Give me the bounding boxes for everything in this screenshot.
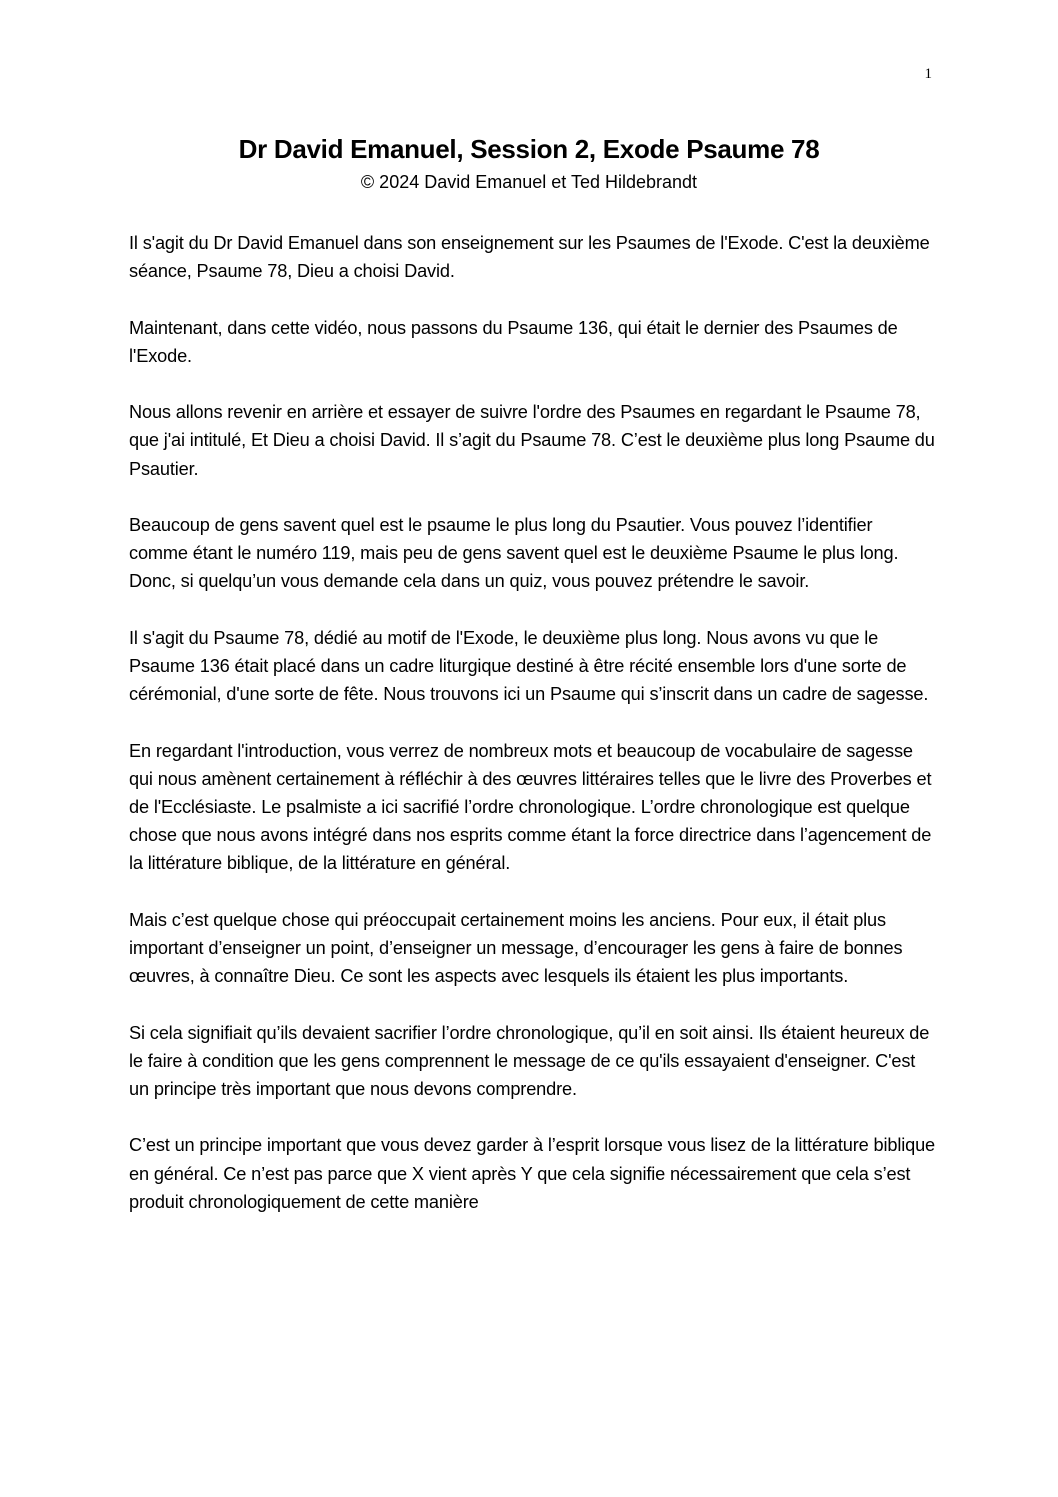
paragraph-1: Il s'agit du Dr David Emanuel dans son enseignement sur les Psaumes de l'Exode. C'est la deuxième séance, Psaume 78, Dieu a choisi David.	[129, 233, 930, 282]
paragraph-3: Nous allons revenir en arrière et essayer de suivre l'ordre des Psaumes en regardant le Psaume 78, que j'ai intitulé, Et Dieu a choisi David. Il s’agit du Psaume 78. C’est le deuxième plus long Psaume du Psautier.	[129, 402, 935, 479]
paragraph-8: Si cela signifiait qu’ils devaient sacrifier l’ordre chronologique, qu’il en soit ainsi. Ils étaient heureux de le faire à condition que les gens comprennent le message de ce qu'ils essayaient d'enseigner. C'est un principe très important que nous devons comprendre.	[129, 1022, 930, 1099]
document-subtitle: © 2024 David Emanuel et Ted Hildebrandt	[360, 172, 698, 192]
paragraph-2: Maintenant, dans cette vidéo, nous passons du Psaume 136, qui était le dernier des Psaumes de l'Exode.	[129, 317, 898, 366]
document-body	[129, 229, 935, 1244]
paragraph-5: Il s'agit du Psaume 78, dédié au motif de l'Exode, le deuxième plus long. Nous avons vu que le Psaume 136 était placé dans un cadre liturgique destiné à être récité ensemble lors d'une sorte de cérémonial, d'une sorte de fête. Nous trouvons ici un Psaume qui s’inscrit dans un cadre de sagesse.	[129, 627, 929, 705]
paragraph-4: Beaucoup de gens savent quel est le psaume le plus long du Psautier. Vous pouvez l’identifier comme étant le numéro 119, mais peu de gens savent quel est le deuxième Psaume le plus long. Donc, si quelqu’un vous demande cela dans un quiz, vous pouvez prétendre le savoir.	[129, 514, 899, 592]
document-title: Dr David Emanuel, Session 2, Exode Psaume 78	[238, 134, 820, 164]
paragraph-7: Mais c’est quelque chose qui préoccupait certainement moins les anciens. Pour eux, il était plus important d’enseigner un point, d’enseigner un message, d’encourager les gens à faire de bonnes œuvres, à connaître Dieu. Ce sont les aspects avec lesquels ils étaient les plus importants.	[129, 909, 903, 987]
page-number: 1	[924, 66, 932, 82]
paragraph-6: En regardant l'introduction, vous verrez de nombreux mots et beaucoup de vocabulaire de sagesse qui nous amènent certainement à réfléchir à des œuvres littéraires telles que le livre des Proverbes et de l'Ecclésiaste. Le psalmiste a ici sacrifié l’ordre chronologique. L’ordre chronologique est quelque chose que nous avons intégré dans nos esprits comme étant la force directrice dans l’agencement de la littérature biblique, de la littérature en général.	[129, 740, 932, 874]
paragraph-9: C’est un principe important que vous devez garder à l’esprit lorsque vous lisez de la littérature biblique en général. Ce n’est pas parce que X vient après Y que cela signifie nécessairement que cela s’est produit chronologiquement de cette manière	[129, 1135, 936, 1212]
